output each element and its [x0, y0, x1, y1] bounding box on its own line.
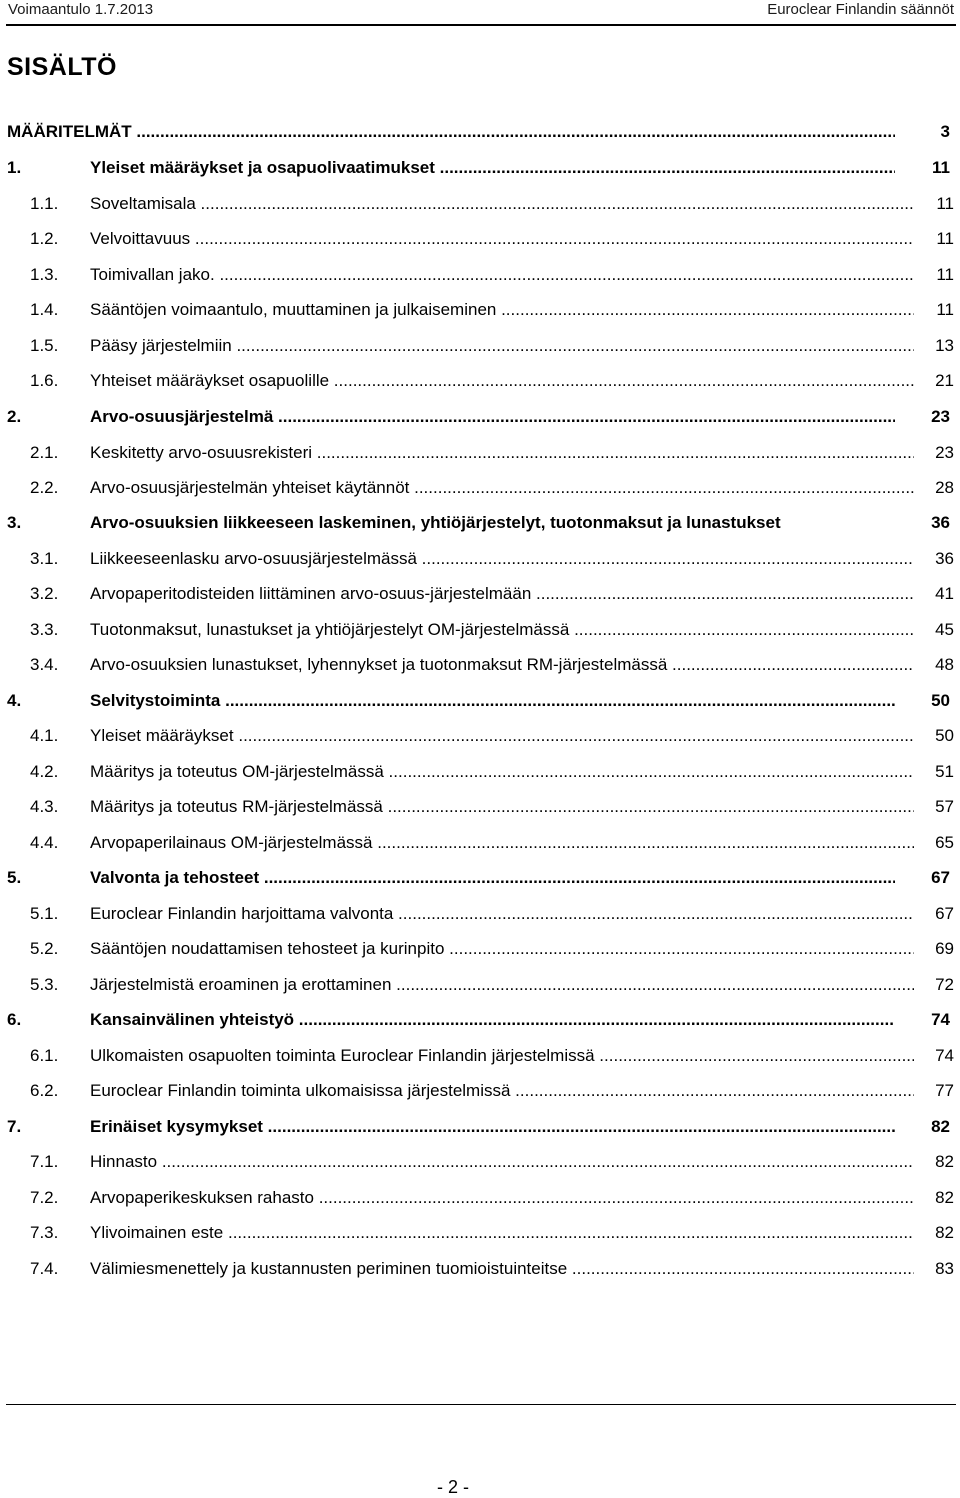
toc-entry-number: 1.4. [30, 300, 59, 319]
toc-entry-number: 4.2. [30, 762, 59, 781]
toc-entry [0, 581, 960, 607]
toc-entry [0, 191, 960, 217]
toc-entry [0, 865, 960, 891]
toc-entry-page: 41 [935, 584, 954, 603]
toc-entry [0, 1078, 960, 1104]
toc-entry [0, 297, 960, 323]
toc-entry-page: 72 [935, 975, 954, 994]
toc-entry [0, 119, 960, 145]
toc-entry-title: Sääntöjen voimaantulo, muuttaminen ja julkaiseminen ..... [90, 297, 914, 323]
toc-entry-page: 65 [935, 833, 954, 852]
toc-entry [0, 652, 960, 678]
toc-entry [0, 1114, 960, 1140]
toc-entry-number: 6.2. [30, 1081, 59, 1100]
toc-entry-number: 1.1. [30, 194, 59, 213]
toc-entry [0, 368, 960, 394]
toc-entry-title: Määritys ja toteutus OM-järjestelmässä ..... [90, 759, 914, 785]
toc-entry-page: 48 [935, 655, 954, 674]
page-number-label: - 2 - [436, 1477, 469, 1497]
toc-entry-title: Toimivallan jako. ..... [90, 262, 914, 288]
toc-entry [0, 546, 960, 572]
toc-entry-page: 13 [935, 336, 954, 355]
toc-entry-page: 23 [935, 443, 954, 462]
toc-entry-title: Arvopaperikeskuksen rahasto ..... [90, 1185, 914, 1211]
toc-entry-page: 11 [936, 229, 954, 248]
toc-entry [0, 404, 960, 430]
toc-entry-number: 1.5. [30, 336, 59, 355]
toc-entry-title: Liikkeeseenlasku arvo-osuusjärjestelmässä ..... [90, 546, 914, 572]
toc-entry-page: 82 [931, 1117, 950, 1136]
toc-entry-number: 1. [7, 158, 22, 177]
toc-entry [0, 475, 960, 501]
toc-entry-title: Välimiesmenettely ja kustannusten periminen tuomioistuinteitse ..... [90, 1256, 914, 1282]
toc-entry-number: 1.6. [30, 371, 59, 390]
toc-entry-page: 77 [935, 1081, 954, 1100]
toc-entry [0, 1043, 960, 1069]
toc-entry [0, 617, 960, 643]
toc-entry [0, 794, 960, 820]
toc-entry-page: 51 [935, 762, 954, 781]
toc-entry-page: 67 [935, 904, 954, 923]
toc-entry-page: 36 [935, 549, 954, 568]
toc-entry-title: Järjestelmistä eroaminen ja erottaminen ..... [90, 972, 914, 998]
toc-entry-title: Yleiset määräykset ..... [90, 723, 914, 749]
header-document-title: Euroclear Finlandin säännöt [767, 1, 954, 18]
toc-entry-page: 50 [935, 726, 954, 745]
toc-entry [0, 688, 960, 714]
toc-entry [0, 262, 960, 288]
toc-entry-number: 5. [7, 868, 22, 887]
toc-entry-number: 5.1. [30, 904, 59, 923]
toc-entry-title: Valvonta ja tehosteet ..... [90, 865, 895, 891]
toc-entry-page: 74 [931, 1010, 950, 1029]
page-number [0, 1477, 960, 1498]
toc-entry [0, 333, 960, 359]
toc-entry [0, 510, 960, 536]
toc-entry-number: 6.1. [30, 1046, 59, 1065]
toc-title: SISÄLTÖ [7, 53, 117, 81]
toc-entry-number: 2.1. [30, 443, 59, 462]
toc-entry-title: Arvopaperilainaus OM-järjestelmässä ..... [90, 830, 914, 856]
footer-divider [6, 1404, 956, 1405]
toc-entry-page: 57 [935, 797, 954, 816]
toc-entry-title: Arvo-osuuksien liikkeeseen laskeminen, yhtiöjärjestelyt, tuotonmaksut ja lunastukset [90, 513, 781, 532]
toc-entry-title: Selvitystoiminta ..... [90, 688, 895, 714]
toc-entry-page: 28 [935, 478, 954, 497]
toc-entry-title: Arvo-osuusjärjestelmä ..... [90, 404, 895, 430]
toc-entry [0, 155, 960, 181]
toc-entry-number: 1.2. [30, 229, 59, 248]
toc-entry-title: Ylivoimainen este ..... [90, 1220, 914, 1246]
toc-entry-title: Hinnasto ..... [90, 1149, 914, 1175]
header-divider [6, 24, 956, 26]
toc-entry-page: 82 [935, 1223, 954, 1242]
toc-entry [0, 830, 960, 856]
toc-entry [0, 1149, 960, 1175]
toc-entry-number: 7.2. [30, 1188, 59, 1207]
toc-entry-title: MÄÄRITELMÄT ..... [7, 119, 895, 145]
toc-entry-title: Arvo-osuuksien lunastukset, lyhennykset ja tuotonmaksut RM-järjestelmässä ..... [90, 652, 914, 678]
toc-entry-title: Sääntöjen noudattamisen tehosteet ja kurinpito ..... [90, 936, 914, 962]
toc-entry-number: 5.2. [30, 939, 59, 958]
toc-entry-title: Yleiset määräykset ja osapuolivaatimukset ..... [90, 155, 895, 181]
header-version-date: Voimaantulo 1.7.2013 [8, 1, 154, 18]
toc-entry-page: 36 [931, 513, 950, 532]
toc-entry-title: Keskitetty arvo-osuusrekisteri ..... [90, 440, 914, 466]
toc-entry-page: 50 [931, 691, 950, 710]
toc-entry-title: Velvoittavuus ..... [90, 226, 914, 252]
toc-entry-number: 3.2. [30, 584, 59, 603]
toc-entry-number: 3.1. [30, 549, 59, 568]
toc-entry-title: Pääsy järjestelmiin ..... [90, 333, 914, 359]
toc-entry-number: 4.4. [30, 833, 59, 852]
toc-entry-page: 23 [931, 407, 950, 426]
toc-entry-page: 11 [936, 265, 954, 284]
toc-entry [0, 1185, 960, 1211]
toc-entry-number: 7.1. [30, 1152, 59, 1171]
toc-entry-title: Kansainvälinen yhteistyö ..... [90, 1007, 895, 1033]
toc-entry [0, 936, 960, 962]
toc-entry-title: Arvo-osuusjärjestelmän yhteiset käytännöt ..... [90, 475, 914, 501]
toc-entry-page: 82 [935, 1188, 954, 1207]
toc-entry [0, 226, 960, 252]
toc-entry-page: 83 [935, 1259, 954, 1278]
toc-entry-number: 4. [7, 691, 22, 710]
toc-entry-number: 7. [7, 1117, 22, 1136]
toc-entry-page: 82 [935, 1152, 954, 1171]
toc-entry-title: Arvopaperitodisteiden liittäminen arvo-osuus-järjestelmään ..... [90, 581, 914, 607]
toc-entry-page: 45 [935, 620, 954, 639]
toc-entry [0, 1007, 960, 1033]
toc-entry-title: Ulkomaisten osapuolten toiminta Euroclear Finlandin järjestelmissä ..... [90, 1043, 914, 1069]
toc-entry-page: 3 [940, 122, 950, 141]
toc-entry-number: 6. [7, 1010, 22, 1029]
toc-entry-title: Erinäiset kysymykset ..... [90, 1114, 895, 1140]
toc-entry-title: Määritys ja toteutus RM-järjestelmässä ..... [90, 794, 914, 820]
toc-entry-number: 4.1. [30, 726, 59, 745]
toc-entry-page: 11 [936, 300, 954, 319]
toc-entry [0, 440, 960, 466]
toc-entry-page: 69 [935, 939, 954, 958]
toc-entry-number: 1.3. [30, 265, 59, 284]
toc-entry [0, 1256, 960, 1282]
toc-entry-number: 7.4. [30, 1259, 59, 1278]
toc-entry-page: 21 [935, 371, 954, 390]
toc-entry-number: 7.3. [30, 1223, 59, 1242]
toc-entry-number: 3. [7, 513, 22, 532]
toc-entry [0, 972, 960, 998]
toc-entry-title: Yhteiset määräykset osapuolille ..... [90, 368, 914, 394]
toc-entry-title: Euroclear Finlandin harjoittama valvonta ..... [90, 901, 914, 927]
toc-entry [0, 723, 960, 749]
toc-entry-number: 2.2. [30, 478, 59, 497]
toc-entry [0, 759, 960, 785]
toc-entry-title: Tuotonmaksut, lunastukset ja yhtiöjärjestelyt OM-järjestelmässä ..... [90, 617, 914, 643]
toc-entry-number: 4.3. [30, 797, 59, 816]
toc-entry [0, 901, 960, 927]
toc-entry-number: 5.3. [30, 975, 59, 994]
toc-entry-title: Euroclear Finlandin toiminta ulkomaisissa järjestelmissä ..... [90, 1078, 914, 1104]
toc-entry-page: 67 [931, 868, 950, 887]
toc-entry [0, 1220, 960, 1246]
toc-entry-number: 3.3. [30, 620, 59, 639]
toc-entry-title: Soveltamisala ..... [90, 191, 914, 217]
toc-entry-page: 74 [935, 1046, 954, 1065]
toc-entry-page: 11 [932, 158, 950, 177]
toc-entry-number: 3.4. [30, 655, 59, 674]
toc-entry-number: 2. [7, 407, 22, 426]
toc-entry-page: 11 [936, 194, 954, 213]
